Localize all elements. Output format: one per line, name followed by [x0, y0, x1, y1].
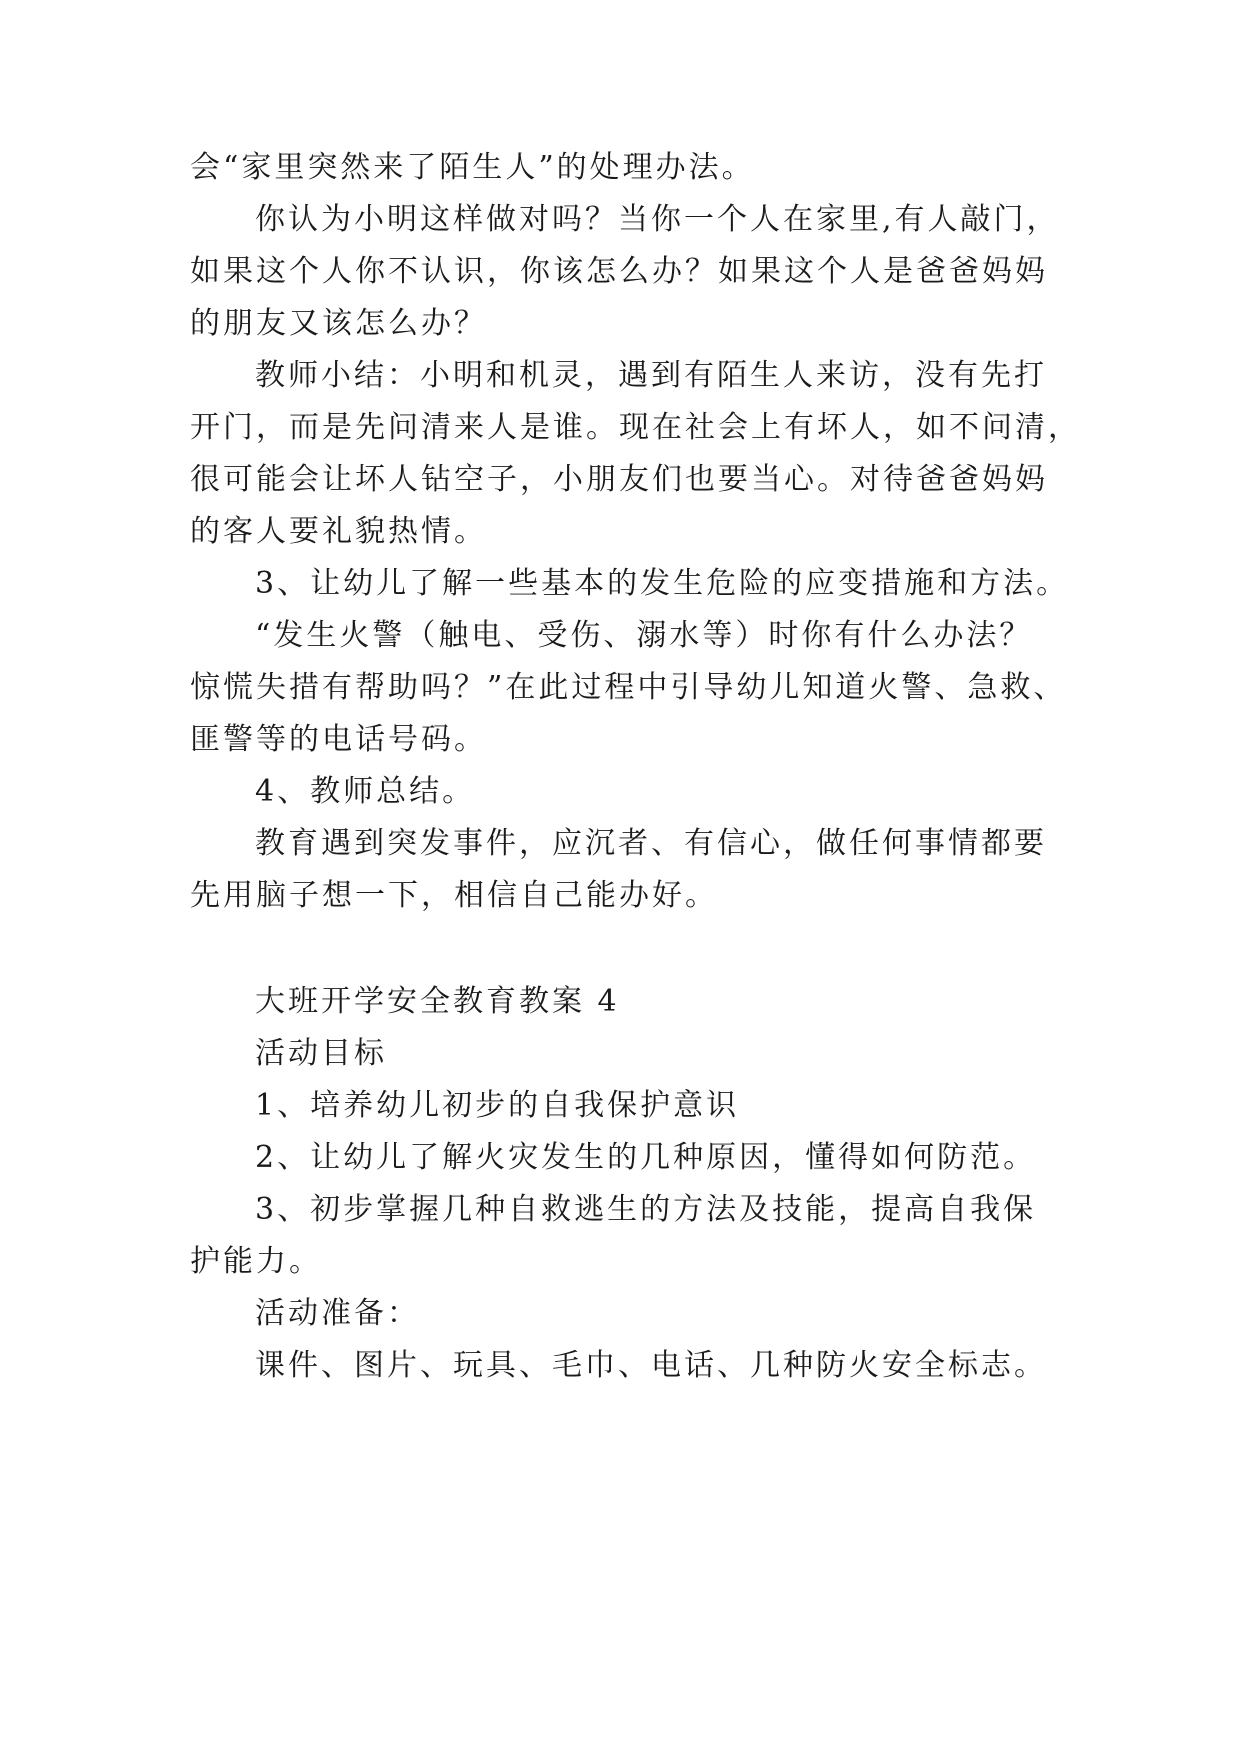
text-line: 的朋友又该怎么办？: [190, 306, 487, 341]
text-line: 你认为小明这样做对吗？当你一个人在家里,有人敲门，: [255, 202, 1060, 237]
text-line: “发生火警（触电、受伤、溺水等）时你有什么办法？: [255, 618, 1033, 653]
text-line: 会“家里突然来了陌生人”的处理办法。: [190, 150, 755, 185]
text-line: 的客人要礼貌热情。: [190, 514, 487, 549]
text-line: 3、让幼儿了解一些基本的发生危险的应变措施和方法。: [255, 566, 1070, 601]
text-line: 教师小结：小明和机灵，遇到有陌生人来访，没有先打: [255, 358, 1047, 393]
text-line: 惊慌失措有帮助吗？”在此过程中引导幼儿知道火警、急救、: [190, 670, 1067, 705]
text-line: 教育遇到突发事件，应沉者、有信心，做任何事情都要: [255, 826, 1047, 861]
list-item: 2、让幼儿了解火灾发生的几种原因，懂得如何防范。: [255, 1140, 1037, 1175]
text-line: 4、教师总结。: [255, 774, 476, 809]
text-line: 匪警等的电话号码。: [190, 722, 487, 757]
text-line: 护能力。: [190, 1244, 322, 1279]
text-line: 课件、图片、玩具、毛巾、电话、几种防火安全标志。: [255, 1348, 1047, 1383]
list-item: 1、培养幼儿初步的自我保护意识: [255, 1088, 740, 1123]
text-line: 很可能会让坏人钻空子，小朋友们也要当心。对待爸爸妈妈: [190, 462, 1048, 497]
section-heading: 大班开学安全教育教案 4: [255, 984, 620, 1019]
text-line: 开门，而是先问清来人是谁。现在社会上有坏人，如不问清，: [190, 410, 1081, 445]
subheading: 活动目标: [255, 1036, 387, 1071]
text-line: 如果这个人你不认识，你该怎么办？如果这个人是爸爸妈妈: [190, 254, 1048, 289]
subheading: 活动准备：: [255, 1296, 420, 1331]
text-line: 先用脑子想一下，相信自己能办好。: [190, 878, 718, 913]
list-item: 3、初步掌握几种自救逃生的方法及技能，提高自我保: [255, 1192, 1037, 1227]
